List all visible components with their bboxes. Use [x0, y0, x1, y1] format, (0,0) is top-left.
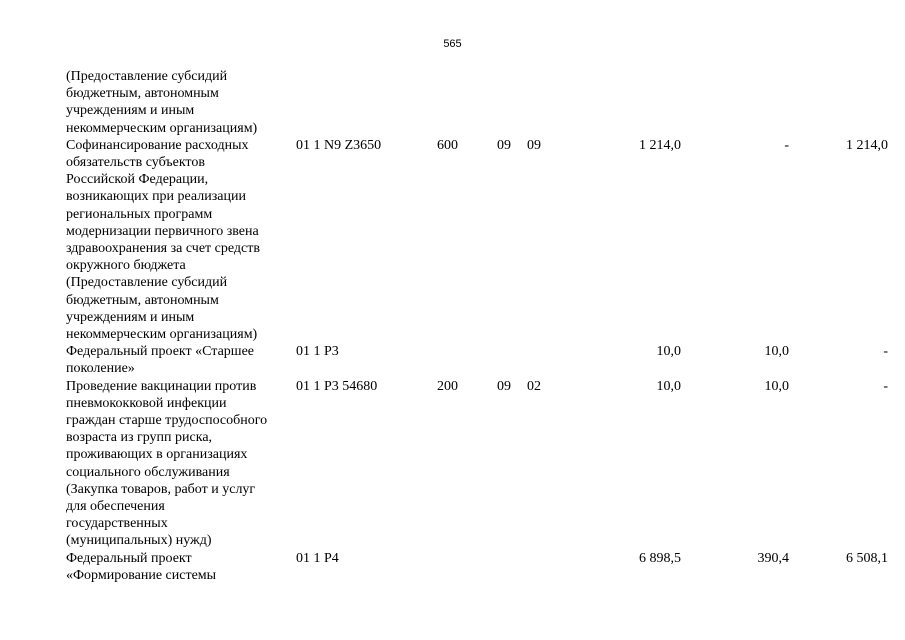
target-code: 01 1 P4	[296, 550, 339, 566]
amount-total: 6 898,5	[639, 550, 681, 566]
amount-total	[553, 68, 681, 137]
section-code	[493, 550, 523, 584]
table-row	[66, 68, 888, 137]
page-number: 565	[443, 38, 462, 50]
target-code: 01 1 P3	[296, 344, 339, 360]
expense-name: Софинансирование расходных обязательств субъектов Российской Федерации, возникающих при реализации региональных программ модернизации первичного звена здравоохранения за счет средств окружного бюджета (Предоставление субсидий бюджетным, автономным учреждениям и иным некоммерческим организациям)	[66, 137, 260, 343]
subsection-code	[523, 343, 553, 377]
amount-total: 10,0	[656, 378, 681, 394]
table-row	[66, 378, 888, 550]
amount-col2: 390,4	[757, 550, 789, 566]
amount-col2: 10,0	[764, 378, 789, 394]
table-row	[66, 137, 888, 343]
table-row	[66, 550, 888, 584]
expense-name: Проведение вакцинации против пневмококковой инфекции граждан старше трудоспособного возраста из групп риска, проживающих в организациях социального обслуживания (Закупка товаров, работ и услуг для обеспечения государственных (муниципальных) нужд)	[66, 378, 268, 549]
expense-name: (Предоставление субсидий бюджетным, автономным учреждениям и иным некоммерческим организациям)	[66, 69, 258, 136]
subsection-code: 02	[527, 378, 541, 394]
section-code: 09	[497, 378, 511, 394]
amount-total: 10,0	[656, 344, 681, 360]
amount-col2: -	[784, 137, 789, 153]
expense-type	[433, 343, 493, 377]
target-code: 01 1 P3 54680	[296, 378, 378, 394]
amount-col2: 10,0	[764, 344, 789, 360]
expense-type	[433, 550, 493, 584]
section-code: 09	[497, 137, 511, 153]
expense-type	[433, 68, 493, 137]
amount-col3: 6 508,1	[846, 550, 888, 566]
expense-name: Федеральный проект «Формирование системы	[66, 550, 217, 583]
amount-col3: -	[883, 378, 888, 394]
section-code	[493, 68, 523, 137]
amount-col3: -	[883, 344, 888, 360]
target-code: 01 1 N9 Z3650	[296, 137, 382, 153]
amount-total: 1 214,0	[639, 137, 681, 153]
subsection-code	[523, 550, 553, 584]
budget-table	[66, 68, 888, 584]
section-code	[493, 343, 523, 377]
expense-type: 600	[437, 137, 458, 153]
subsection-code: 09	[527, 137, 541, 153]
amount-col3	[789, 68, 888, 137]
amount-col3: 1 214,0	[846, 137, 888, 153]
amount-col2	[681, 68, 789, 137]
table-row	[66, 343, 888, 377]
subsection-code	[523, 68, 553, 137]
target-code	[296, 68, 433, 137]
expense-name: Федеральный проект «Старшее поколение»	[66, 344, 255, 377]
expense-type: 200	[437, 378, 458, 394]
